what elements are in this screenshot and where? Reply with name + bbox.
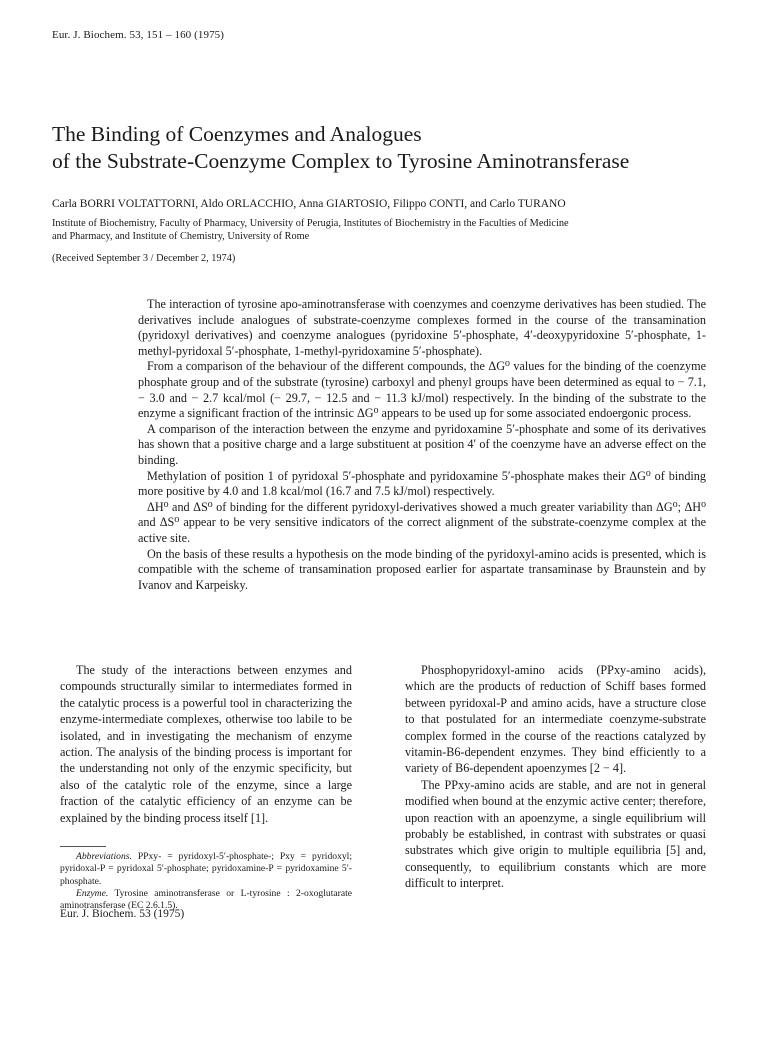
body-paragraph: The study of the interactions between enzymes and compounds structurally similar to intermediates formed in the catalytic process is a powerful tool in characterizing the enzyme-intermediate complexes, otherwise too labile to be isolated, and in investigating the mechanism of enzyme action. The analysis of the binding process is important for the understanding not only of the enzymic specificity, but also of the catalytic role of the enzyme, since a large fraction of the catalytic efficiency of an enzyme can be explained by the binding process itself [1]. [60,663,352,825]
article-title [52,121,732,175]
abstract-paragraph: The interaction of tyrosine apo-aminotransferase with coenzymes and coenzyme derivatives has been studied. The derivatives include analogues of substrate-coenzyme complexes formed in the course of the transamination (pyridoxyl derivatives) and coenzyme analogues (pyridoxine 5′-phosphate, 4′-deoxypyridoxine 5′-phosphate, 1-methyl-pyridoxal 5′-phosphate, 1-methyl-pyridoxamine 5′-phosphate). [138,297,706,358]
abstract-paragraph: Methylation of position 1 of pyridoxal 5′-phosphate and pyridoxamine 5′-phosphate makes their ΔG⁰ of binding more positive by 4.0 and 1.8 kcal/mol (16.7 and 7.5 kJ/mol) respectively. [138,468,706,499]
footnotes [60,851,352,912]
page-footer: Eur. J. Biochem. 53 (1975) [60,908,185,920]
body-paragraph: Phosphopyridoxyl-amino acids (PPxy-amino acids), which are the products of reduction of Schiff bases formed between pyridoxal-P and amino acids, have a structure close to that postulated for an intermediate coenzyme-substrate complex formed in the course of the reactions catalyzed by vitamin-B6-dependent enzymes. They bind efficiently to a variety of B6-dependent apoenzymes [2 − 4]. [405,663,706,776]
title-line-1: The Binding of Coenzymes and Analogues [52,122,422,146]
footnote-text: Tyrosine aminotransferase or L-tyrosine : 2-oxoglutarate aminotransferase (EC 2.6.1.5). [60,887,352,912]
journal-reference: Eur. J. Biochem. 53, 151 – 160 (1975) [52,29,225,41]
abstract [138,297,706,593]
footnote-label: Abbreviations. [76,851,132,862]
abstract-paragraph: From a comparison of the behaviour of the different compounds, the ΔG⁰ values for the binding of the coenzyme phosphate group and of the substrate (tyrosine) carboxyl and phenyl groups have been determined as equal to − 7.1, − 3.0 and − 2.7 kcal/mol (− 29.7, − 12.5 and − 11.3 kJ/mol) respectively. In the binding of the substrate to the enzyme a significant fraction of the intrinsic ΔG⁰ appears to be used up for some associated endoergonic process. [138,359,706,421]
footnote-label: Enzyme. [76,887,109,899]
abstract-paragraph: ΔH⁰ and ΔS⁰ of binding for the different pyridoxyl-derivatives showed a much greater variability than ΔG⁰; ΔH⁰ and ΔS⁰ appear to be very sensitive indicators of the correct alignment of the substrate-coenzyme complex at the active site. [138,499,706,545]
title-line-2: of the Substrate-Coenzyme Complex to Tyrosine Aminotransferase [52,149,630,173]
received-date: (Received September 3 / December 2, 1974) [52,253,236,264]
author-list: Carla BORRI VOLTATTORNI, Aldo ORLACCHIO, Anna GIARTOSIO, Filippo CONTI, and Carlo TURANO [52,198,566,210]
abstract-paragraph: A comparison of the interaction between the enzyme and pyridoxamine 5′-phosphate and some of its derivatives has shown that a positive charge and a large substituent at position 4′ of the coenzyme have an adverse effect on the binding. [138,421,706,467]
affiliation [52,217,732,243]
affiliation-line-2: and Pharmacy, and Institute of Chemistry, University of Rome [52,231,310,242]
body-paragraph: The PPxy-amino acids are stable, and are not in general modified when bound at the enzymic active center; therefore, upon reaction with an apoenzyme, a single equilibrium will probably be established, in contrast with substrates or quasi substrates which give origin to multiple equilibria [5] and, consequently, to equilibrium constants which are more difficult to interpret. [405,777,706,891]
abstract-paragraph: On the basis of these results a hypothesis on the mode binding of the pyridoxyl-amino acids is presented, which is compatible with the scheme of transamination proposed earlier for aspartate transaminase by Braunstein and by Ivanov and Karpeisky. [138,546,706,592]
footnote-divider [60,846,106,847]
footnote-text: PPxy- = pyridoxyl-5′-phosphate-; Pxy = pyridoxyl; pyridoxal-P = pyridoxal 5′-phosphate; pyridoxamine-P = pyridoxamine 5′-phosphate. [60,851,352,887]
body-column-right [405,662,706,892]
body-column-left [60,662,352,826]
affiliation-line-1: Institute of Biochemistry, Faculty of Pharmacy, University of Perugia, Institutes of Biochemistry in the Faculties of Medicine [52,218,569,229]
footnote-abbreviations [60,851,352,888]
